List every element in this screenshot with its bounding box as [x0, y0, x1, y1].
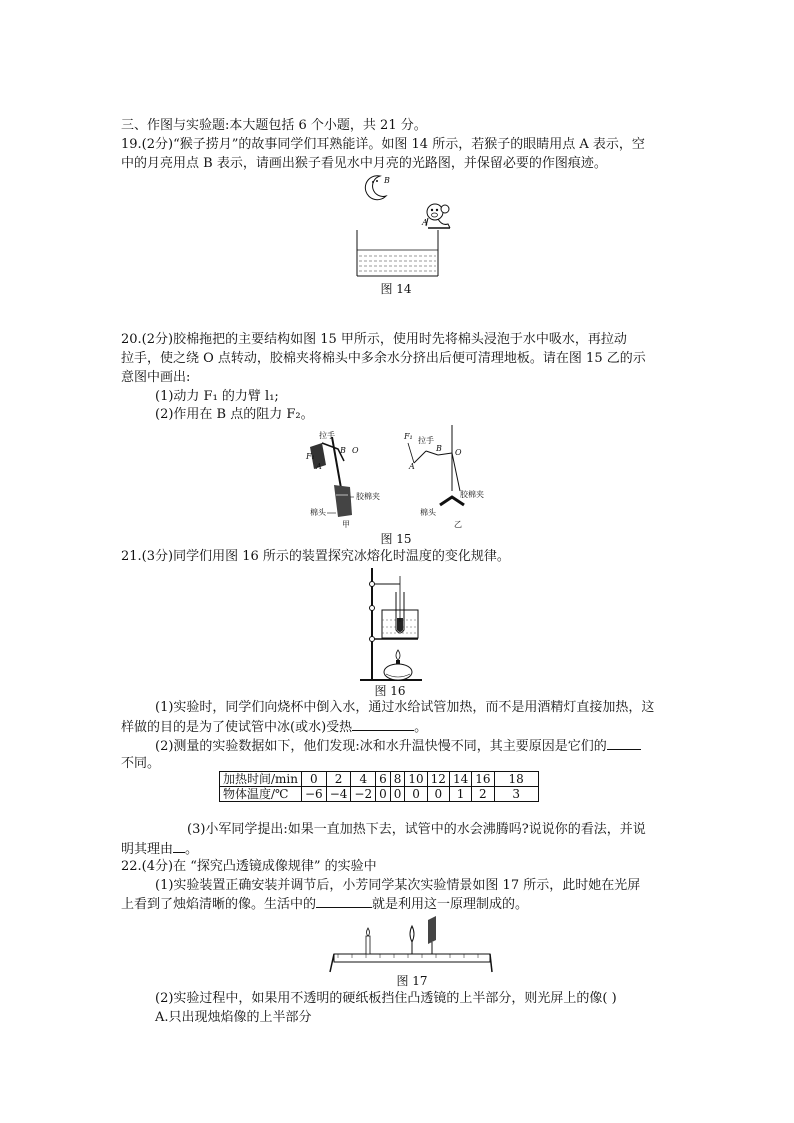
label-jia: 甲 — [342, 520, 350, 529]
q21-p1-line1: (1)实验时，同学们向烧杯中倒入水，通过水给试管加热，而不是用酒精灯直接加热，这 — [155, 700, 655, 715]
label-a-yi: A — [409, 462, 415, 471]
q19-text-line1: 19.(2分)“猴子捞月”的故事同学们耳熟能详。如图 14 所示，若猴子的眼睛用点 A 表示，空 — [121, 137, 645, 152]
q22-p1-line2-text: 上看到了烛焰清晰的像。生活中的 — [121, 897, 317, 912]
table-cell: 14 — [449, 772, 471, 787]
convex-lens-icon — [410, 926, 414, 954]
label-o-yi: O — [455, 448, 462, 457]
table-cell: 18 — [494, 772, 538, 787]
figure-15-caption: 图 15 — [380, 532, 412, 546]
table-cell: 2 — [326, 772, 351, 787]
q22-text-line1: 22.(4分)在 “探究凸透镜成像规律” 的实验中 — [121, 859, 377, 874]
q21-text-line1: 21.(3分)同学们用图 16 所示的装置探究冰熔化时温度的变化规律。 — [121, 549, 510, 564]
label-b: B — [384, 176, 390, 185]
moon-icon — [365, 176, 386, 200]
q21-p3-line2-end: 。 — [185, 842, 199, 857]
alcohol-lamp-icon — [384, 650, 412, 680]
label-head-yi: 棉头 — [420, 508, 436, 517]
q21-p2-line2: 不同。 — [121, 756, 161, 771]
q22-p1-line2-end: 就是利用这一原理制成的。 — [372, 897, 529, 912]
table-cell: −2 — [351, 787, 376, 802]
candle-icon — [366, 928, 370, 954]
section-heading: 三、作图与实验题:本大题包括 6 个小题，共 21 分。 — [121, 118, 427, 133]
q22-p2-line1: (2)实验过程中，如果用不透明的硬纸板挡住凸透镜的上半部分，则光屏上的像( ) — [155, 991, 617, 1006]
optical-bench — [330, 954, 492, 972]
q21-p1-line2-end: 。 — [414, 720, 428, 735]
label-a-jia: A — [316, 462, 322, 471]
label-handle-yi: 拉手 — [418, 436, 434, 445]
label-clip-jia: 胶棉夹 — [356, 492, 380, 501]
figure-14-caption: 图 14 — [380, 282, 412, 296]
table-cell: 0 — [427, 787, 449, 802]
q21-p2-line1 — [155, 737, 641, 755]
figure-16-caption: 图 16 — [374, 684, 406, 698]
label-o-jia: O — [352, 446, 359, 455]
q21-p1-line2-text: 样做的目的是为了使试管中冰(或水)受热 — [121, 720, 353, 735]
q21-p3-line2 — [121, 840, 198, 858]
table-cell: 0 — [302, 772, 327, 787]
table-cell: −4 — [326, 787, 351, 802]
table-cell: 12 — [427, 772, 449, 787]
q20-text-line3: 意图中画出: — [121, 370, 191, 385]
label-head-jia: 棉头 — [310, 508, 326, 517]
q20-text-line2: 拉手，使之绕 O 点转动，胶棉夹将棉头中多余水分挤出后便可清理地板。请在图 15 乙的示 — [121, 351, 646, 366]
label-a: A — [422, 218, 428, 227]
q22-p1-line2 — [121, 895, 528, 913]
water-surface — [357, 250, 438, 271]
table-cell: 1 — [449, 787, 471, 802]
table-cell: 8 — [390, 772, 405, 787]
table-cell: 0 — [390, 787, 405, 802]
q20-text-line1: 20.(2分)胶棉拖把的主要结构如图 15 甲所示，使用时先将棉头浸泡于水中吸水，再拉动 — [121, 332, 627, 347]
light-screen-icon — [428, 916, 436, 954]
apparatus-stand — [360, 568, 422, 680]
q21-p1-line2 — [121, 718, 427, 736]
answer-blank-property[interactable] — [607, 737, 641, 750]
q21-p3-line2-text: 明其理由 — [121, 842, 174, 857]
q22-p1-line1: (1)实验装置正确安装并调节后，小芳同学某次实验情景如图 17 所示，此时她在光屏 — [155, 878, 641, 893]
q20-item2: (2)作用在 B 点的阻力 F₂。 — [155, 407, 314, 422]
table-row-header: 物体温度/℃ — [220, 787, 302, 802]
table-cell: 0 — [376, 787, 391, 802]
answer-blank-device[interactable] — [316, 895, 372, 908]
q21-p3-line1: (3)小军同学提出:如果一直加热下去，试管中的水会沸腾吗?说说你的看法，并说 — [187, 822, 646, 837]
q22-option-a[interactable]: A.只出现烛焰像的上半部分 — [155, 1010, 312, 1025]
label-b-jia: B — [340, 446, 346, 455]
table-row-header: 加热时间/min — [220, 772, 302, 787]
figure-14 — [350, 172, 470, 284]
q21-p2-line1-text: (2)测量的实验数据如下，他们发现:冰和水升温快慢不同，其主要原因是它们的 — [155, 739, 607, 754]
figure-16 — [358, 566, 428, 686]
label-b-yi: B — [436, 444, 442, 453]
label-f1-yi: F₁ — [404, 432, 413, 441]
table-cell: 0 — [405, 787, 427, 802]
q20-item1: (1)动力 F₁ 的力臂 l₁; — [155, 389, 279, 404]
table-cell: 2 — [472, 787, 494, 802]
answer-blank-reason[interactable] — [173, 840, 185, 853]
answer-blank-heating[interactable] — [352, 718, 414, 731]
label-clip-yi: 胶棉夹 — [460, 490, 484, 499]
q19-text-line2: 中的月亮用点 B 表示，请画出猴子看见水中月亮的光路图，并保留必要的作图痕迹。 — [121, 156, 607, 171]
figure-17-caption: 图 17 — [396, 974, 428, 988]
figure-17 — [328, 914, 494, 974]
data-table — [219, 771, 539, 802]
test-tube — [396, 576, 404, 633]
monkey-icon — [426, 204, 450, 228]
table-cell: 4 — [351, 772, 376, 787]
label-yi: 乙 — [454, 520, 462, 529]
table-cell: 16 — [472, 772, 494, 787]
table-cell: 3 — [494, 787, 538, 802]
label-f-jia: F₁ — [306, 452, 315, 461]
mop-diagram-yi — [408, 425, 464, 505]
table-cell: 10 — [405, 772, 427, 787]
table-cell: −6 — [302, 787, 327, 802]
label-handle-jia: 拉手 — [319, 431, 335, 440]
table-cell: 6 — [376, 772, 391, 787]
table-row — [220, 787, 539, 802]
figure-15 — [300, 425, 500, 530]
table-row — [220, 772, 539, 787]
